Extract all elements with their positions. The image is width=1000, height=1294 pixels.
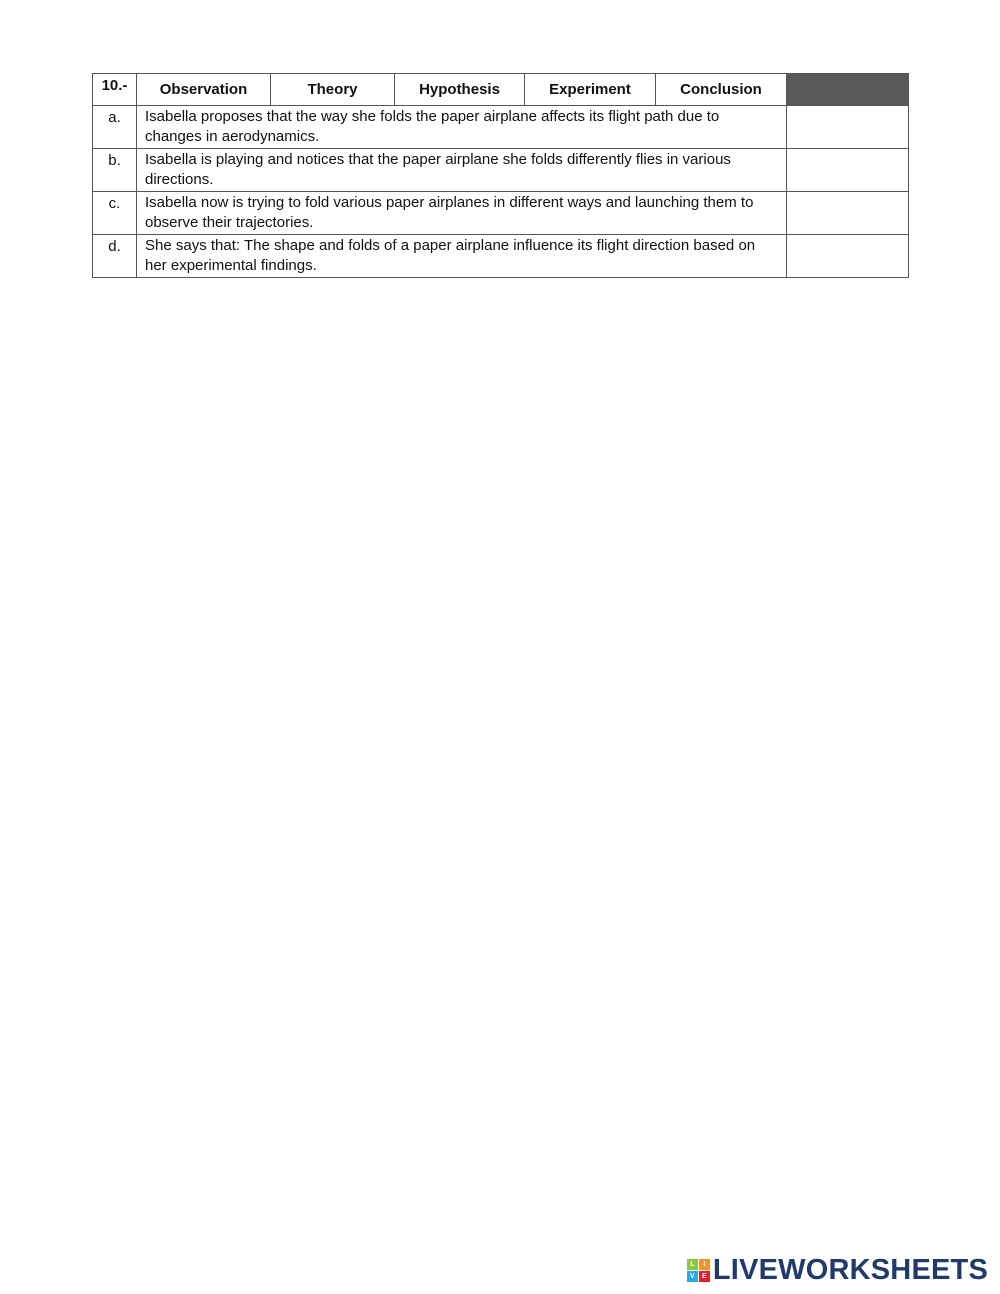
classification-table (92, 73, 909, 278)
table-row (93, 106, 909, 149)
row-letter: a. (93, 106, 137, 149)
logo-mark-l: L (687, 1259, 698, 1270)
table-row (93, 149, 909, 192)
row-statement: Isabella proposes that the way she folds the paper airplane affects its flight path due to changes in aerodynamics. (137, 106, 787, 149)
answer-cell-c[interactable] (787, 192, 909, 235)
answer-cell-b[interactable] (787, 149, 909, 192)
option-hypothesis: Hypothesis (395, 74, 525, 106)
row-letter: b. (93, 149, 137, 192)
row-statement: Isabella now is trying to fold various paper airplanes in different ways and launching them to observe their trajectories. (137, 192, 787, 235)
option-theory: Theory (271, 74, 395, 106)
table-row (93, 235, 909, 278)
row-statement: She says that: The shape and folds of a paper airplane influence its flight direction based on her experimental findings. (137, 235, 787, 278)
row-letter: c. (93, 192, 137, 235)
logo-mark-e: E (699, 1271, 710, 1282)
row-letter: d. (93, 235, 137, 278)
logo-mark-icon (687, 1259, 710, 1282)
logo-mark-v: V (687, 1271, 698, 1282)
option-observation: Observation (137, 74, 271, 106)
answer-header-shaded (787, 74, 909, 106)
answer-cell-a[interactable] (787, 106, 909, 149)
table-row (93, 192, 909, 235)
row-statement: Isabella is playing and notices that the paper airplane she folds differently flies in various directions. (137, 149, 787, 192)
question-number: 10.- (93, 74, 137, 106)
logo-wordmark: LIVEWORKSHEETS (712, 1253, 988, 1286)
logo-mark-i: I (699, 1259, 710, 1270)
option-experiment: Experiment (525, 74, 656, 106)
answer-cell-d[interactable] (787, 235, 909, 278)
header-row (93, 74, 909, 106)
option-conclusion: Conclusion (656, 74, 787, 106)
liveworksheets-logo (687, 1252, 988, 1288)
